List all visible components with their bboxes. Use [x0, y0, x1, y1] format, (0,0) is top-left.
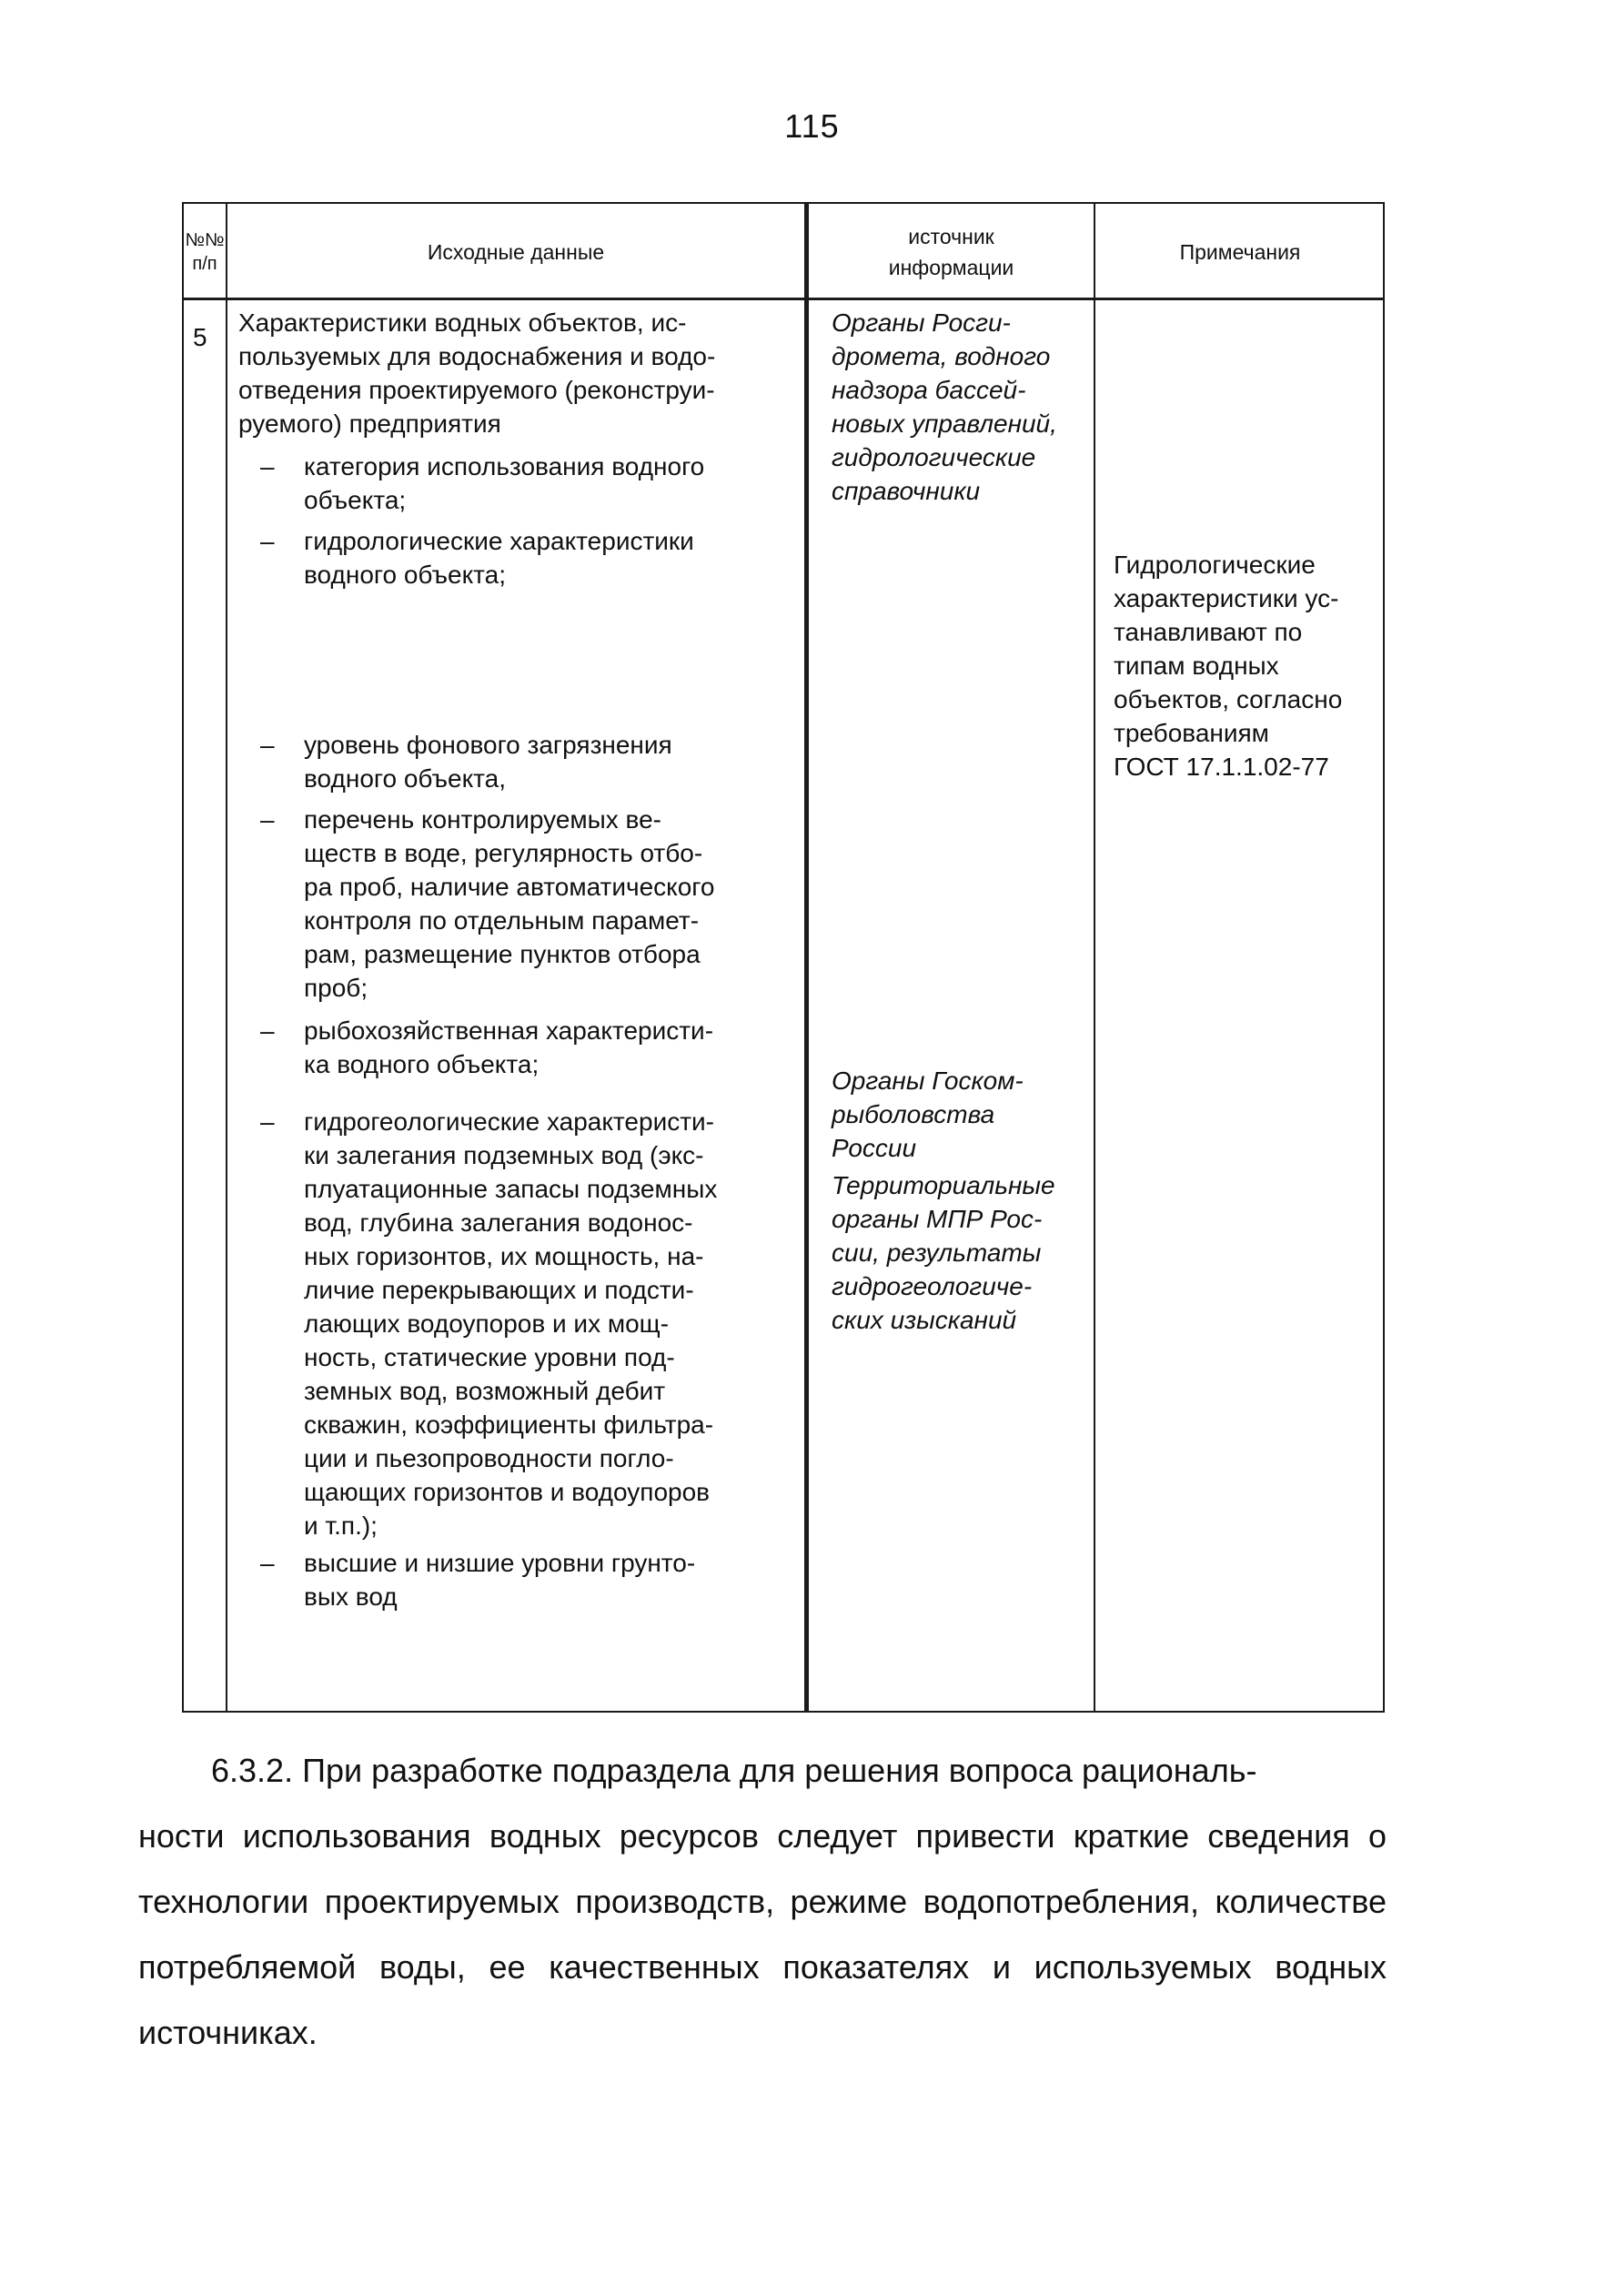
col-divider-1	[226, 204, 227, 1711]
list-item: – уровень фонового загрязнения водного объекта,	[260, 731, 672, 793]
body-paragraph	[138, 1738, 1387, 2066]
list-item: – гидрогеологические характеристи- ки залегания подземных вод (экс- плуатационные запасы подземных вод, глубина залегания водонос- ных горизонтов, их мощность, на- личие перекрывающих и подсти- лающих водоупоров и их мощ- ность, статические уровни под- земных вод, возможный дебит скважин, коэффициенты фильтра- ции и пьезопроводности погло- щающих горизонтов и водоупоров и т.п.);	[260, 1107, 718, 1540]
page-number: 115	[784, 107, 840, 145]
section-number: 6.3.2.	[211, 1752, 294, 1789]
list-item: – категория использования водного объекта;	[260, 452, 705, 514]
list-item: – гидрологические характеристики водного объекта;	[260, 527, 694, 589]
paragraph-continuation: ности использования водных ресурсов следует привести краткие сведения о технологии проектируемых производств, режиме водопотребления, количестве потребляемой воды, ее качественных показателях и используемых водных источниках.	[138, 1817, 1387, 2051]
header-notes: Примечания	[1179, 239, 1301, 264]
data-column	[238, 306, 793, 1613]
source-goskomrybolovstvo: Органы Госком- рыболовства России	[832, 1067, 1024, 1162]
list-item: – перечень контролируемых ве- ществ в воде, регулярность отбо- ра проб, наличие автоматического контроля по отдельным парамет- рам, размещение пунктов отбора проб;	[260, 805, 715, 1002]
paragraph-lead: При разработке подраздела для решения вопроса рациональ-	[302, 1752, 1257, 1789]
list-item: – рыбохозяйственная характеристи- ка водного объекта;	[260, 1016, 714, 1078]
note-gost: Гидрологические характеристики ус- танавливают по типам водных объектов, согласно требованиям ГОСТ 17.1.1.02-77	[1114, 551, 1343, 781]
header-data: Исходные данные	[427, 239, 605, 264]
col-divider-2	[804, 204, 809, 1711]
paragraph-first-line	[138, 1738, 1387, 1804]
source-rosgidromet: Органы Росги- дромета, водного надзора бассей- новых управлений, гидрологические справочники	[832, 308, 1057, 505]
bullet-list	[238, 450, 793, 1613]
header-num: №№ п/п	[185, 229, 225, 274]
requirements-table	[182, 202, 1385, 1713]
source-mpr: Территориальные органы МПР Рос- сии, результаты гидрогеологиче- ских изысканий	[832, 1171, 1055, 1334]
row-number: 5	[193, 323, 207, 351]
list-item: – высшие и низшие уровни грунто- вых вод	[260, 1549, 696, 1611]
row-main-text: Характеристики водных объектов, ис- пользуемых для водоснабжения и водо- отведения проектируемого (реконструи- руемого) предприятия	[238, 308, 716, 438]
header-source: источник информации	[888, 224, 1014, 279]
